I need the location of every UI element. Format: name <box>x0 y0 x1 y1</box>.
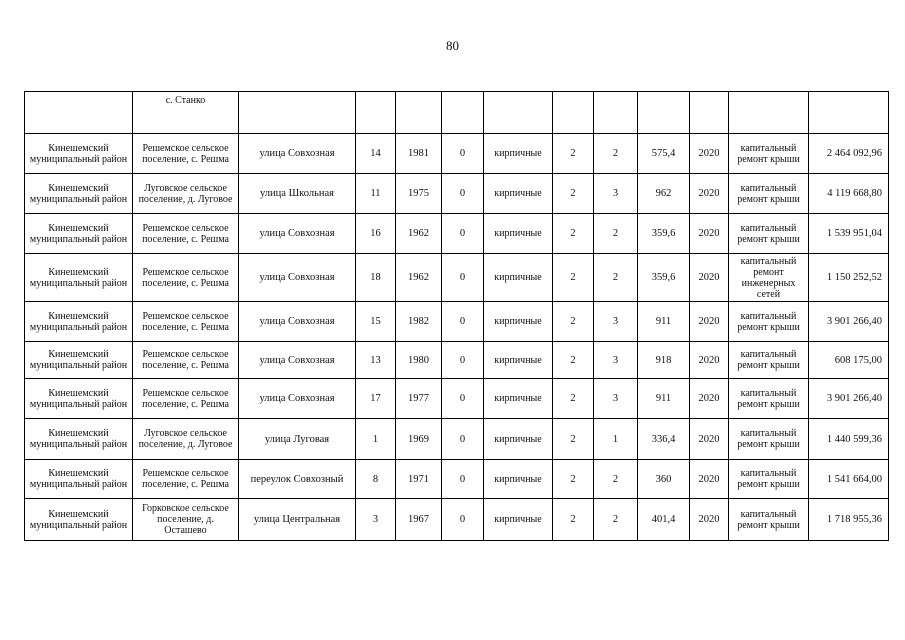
cell-plan-year: 2020 <box>690 460 729 499</box>
cell-settlement: Решемское сельское поселение, с. Решма <box>133 302 239 342</box>
cell-street: переулок Совхозный <box>239 460 356 499</box>
cell-settlement: Луговское сельское поселение, д. Луговое <box>133 419 239 460</box>
cell-cost: 1 440 599,36 <box>809 419 889 460</box>
cell-area: 962 <box>638 174 690 214</box>
cell-year-built: 1981 <box>396 134 442 174</box>
cell-house-number: 18 <box>356 254 396 302</box>
cell-area: 336,4 <box>638 419 690 460</box>
cell-cost: 2 464 092,96 <box>809 134 889 174</box>
cell-year-built: 1971 <box>396 460 442 499</box>
cell-zero-value: 0 <box>442 302 484 342</box>
cell-district: Кинешемский муниципальный район <box>25 302 133 342</box>
cell-house-number: 11 <box>356 174 396 214</box>
cell-district: Кинешемский муниципальный район <box>25 460 133 499</box>
cell-district: Кинешемский муниципальный район <box>25 419 133 460</box>
cell-area: 359,6 <box>638 214 690 254</box>
cell-work-type: капитальный ремонт крыши <box>729 302 809 342</box>
cell-floors: 2 <box>553 302 594 342</box>
cell-entrances: 3 <box>594 302 638 342</box>
cell-entrances: 2 <box>594 214 638 254</box>
cell-work-type: капитальный ремонт крыши <box>729 174 809 214</box>
cell-wall-material: кирпичные <box>484 302 553 342</box>
cell-area: 401,4 <box>638 499 690 541</box>
cell-cost: 3 901 266,40 <box>809 379 889 419</box>
cell-plan-year: 2020 <box>690 302 729 342</box>
cell-year-built: 1969 <box>396 419 442 460</box>
cell-district: Кинешемский муниципальный район <box>25 499 133 541</box>
cell-settlement: Решемское сельское поселение, с. Решма <box>133 214 239 254</box>
cell-entrances: 2 <box>594 460 638 499</box>
cell-entrances: 2 <box>594 254 638 302</box>
cell-street: улица Центральная <box>239 499 356 541</box>
cell-entrances: 2 <box>594 134 638 174</box>
cell-district: Кинешемский муниципальный район <box>25 174 133 214</box>
table-row <box>25 379 889 419</box>
cell-plan-year: 2020 <box>690 379 729 419</box>
cell-district: Кинешемский муниципальный район <box>25 254 133 302</box>
cell-area: 360 <box>638 460 690 499</box>
cell-house-number: 8 <box>356 460 396 499</box>
cell-work-type: капитальный ремонт инженерных сетей <box>729 254 809 302</box>
cell-work-type: капитальный ремонт крыши <box>729 499 809 541</box>
cell-wall-material: кирпичные <box>484 174 553 214</box>
cell-work-type: капитальный ремонт крыши <box>729 379 809 419</box>
cell-wall-material: кирпичные <box>484 214 553 254</box>
cell-house-number: 13 <box>356 342 396 379</box>
cell-floors: 2 <box>553 379 594 419</box>
cell-wall-material: кирпичные <box>484 379 553 419</box>
cell-area: 911 <box>638 302 690 342</box>
cell-zero-value: 0 <box>442 134 484 174</box>
table-row <box>25 342 889 379</box>
cell-district <box>25 92 133 134</box>
cell-floors: 2 <box>553 174 594 214</box>
cell-work-type: капитальный ремонт крыши <box>729 419 809 460</box>
cell-house-number: 1 <box>356 419 396 460</box>
cell-district: Кинешемский муниципальный район <box>25 342 133 379</box>
cell-year-built: 1962 <box>396 254 442 302</box>
cell-zero-value: 0 <box>442 460 484 499</box>
cell-street: улица Совхозная <box>239 214 356 254</box>
table-row <box>25 460 889 499</box>
cell-cost: 1 541 664,00 <box>809 460 889 499</box>
cell-street: улица Совхозная <box>239 254 356 302</box>
cell-work-type: капитальный ремонт крыши <box>729 214 809 254</box>
cell-entrances: 1 <box>594 419 638 460</box>
cell-house-number: 15 <box>356 302 396 342</box>
cell-cost: 1 150 252,52 <box>809 254 889 302</box>
cell-floors: 2 <box>553 460 594 499</box>
cell-plan-year: 2020 <box>690 342 729 379</box>
continuation-row <box>25 92 889 134</box>
cell-settlement: Решемское сельское поселение, с. Решма <box>133 379 239 419</box>
cell-entrances: 3 <box>594 174 638 214</box>
cell-district: Кинешемский муниципальный район <box>25 214 133 254</box>
cell-wall-material: кирпичные <box>484 342 553 379</box>
cell-cost: 1 539 951,04 <box>809 214 889 254</box>
cell-area: 575,4 <box>638 134 690 174</box>
cell-street: улица Школьная <box>239 174 356 214</box>
cell-entrances: 3 <box>594 379 638 419</box>
cell-floors: 2 <box>553 342 594 379</box>
cell-settlement: с. Станко <box>133 92 239 134</box>
cell-street: улица Совхозная <box>239 302 356 342</box>
cell-wall-material: кирпичные <box>484 460 553 499</box>
cell-zero-value: 0 <box>442 499 484 541</box>
cell-year-built: 1967 <box>396 499 442 541</box>
table-row <box>25 302 889 342</box>
table-row <box>25 419 889 460</box>
cell-entrances: 3 <box>594 342 638 379</box>
cell-settlement: Горковское сельское поселение, д. Осташево <box>133 499 239 541</box>
cell-street: улица Совхозная <box>239 379 356 419</box>
cell-plan-year: 2020 <box>690 419 729 460</box>
cell-wall-material: кирпичные <box>484 254 553 302</box>
cell-floors: 2 <box>553 254 594 302</box>
page-number: 80 <box>446 38 459 53</box>
cell-house-number: 14 <box>356 134 396 174</box>
cell-plan-year: 2020 <box>690 174 729 214</box>
cell-district: Кинешемский муниципальный район <box>25 379 133 419</box>
cell-zero-value: 0 <box>442 174 484 214</box>
cell-year-built: 1962 <box>396 214 442 254</box>
cell-cost: 1 718 955,36 <box>809 499 889 541</box>
cell-floors: 2 <box>553 134 594 174</box>
cell-wall-material: кирпичные <box>484 419 553 460</box>
table-row <box>25 499 889 541</box>
cell-year-built: 1980 <box>396 342 442 379</box>
cell-year-built: 1975 <box>396 174 442 214</box>
cell-street: улица Совхозная <box>239 342 356 379</box>
cell-zero-value: 0 <box>442 342 484 379</box>
cell-work-type: капитальный ремонт крыши <box>729 342 809 379</box>
cell-year-built: 1977 <box>396 379 442 419</box>
cell-zero-value: 0 <box>442 379 484 419</box>
cell-wall-material: кирпичные <box>484 499 553 541</box>
cell-district: Кинешемский муниципальный район <box>25 134 133 174</box>
cell-area: 359,6 <box>638 254 690 302</box>
table-row <box>25 134 889 174</box>
cell-settlement: Решемское сельское поселение, с. Решма <box>133 460 239 499</box>
cell-work-type: капитальный ремонт крыши <box>729 134 809 174</box>
cell-plan-year: 2020 <box>690 254 729 302</box>
cell-settlement: Луговское сельское поселение, д. Луговое <box>133 174 239 214</box>
cell-year-built: 1982 <box>396 302 442 342</box>
cell-zero-value: 0 <box>442 214 484 254</box>
cell-work-type: капитальный ремонт крыши <box>729 460 809 499</box>
cell-settlement: Решемское сельское поселение, с. Решма <box>133 342 239 379</box>
cell-house-number: 3 <box>356 499 396 541</box>
table-row <box>25 174 889 214</box>
cell-floors: 2 <box>553 499 594 541</box>
cell-area: 911 <box>638 379 690 419</box>
cell-house-number: 17 <box>356 379 396 419</box>
cell-house-number: 16 <box>356 214 396 254</box>
cell-street: улица Совхозная <box>239 134 356 174</box>
cell-entrances: 2 <box>594 499 638 541</box>
table-row <box>25 254 889 302</box>
cell-settlement: Решемское сельское поселение, с. Решма <box>133 254 239 302</box>
cell-zero-value: 0 <box>442 419 484 460</box>
cell-floors: 2 <box>553 214 594 254</box>
cell-plan-year: 2020 <box>690 134 729 174</box>
cell-settlement: Решемское сельское поселение, с. Решма <box>133 134 239 174</box>
cell-street: улица Луговая <box>239 419 356 460</box>
housing-repair-table <box>24 91 889 541</box>
cell-zero-value: 0 <box>442 254 484 302</box>
cell-plan-year: 2020 <box>690 214 729 254</box>
table-row <box>25 214 889 254</box>
cell-area: 918 <box>638 342 690 379</box>
cell-wall-material: кирпичные <box>484 134 553 174</box>
cell-cost: 608 175,00 <box>809 342 889 379</box>
cell-floors: 2 <box>553 419 594 460</box>
cell-plan-year: 2020 <box>690 499 729 541</box>
cell-cost: 3 901 266,40 <box>809 302 889 342</box>
cell-cost: 4 119 668,80 <box>809 174 889 214</box>
